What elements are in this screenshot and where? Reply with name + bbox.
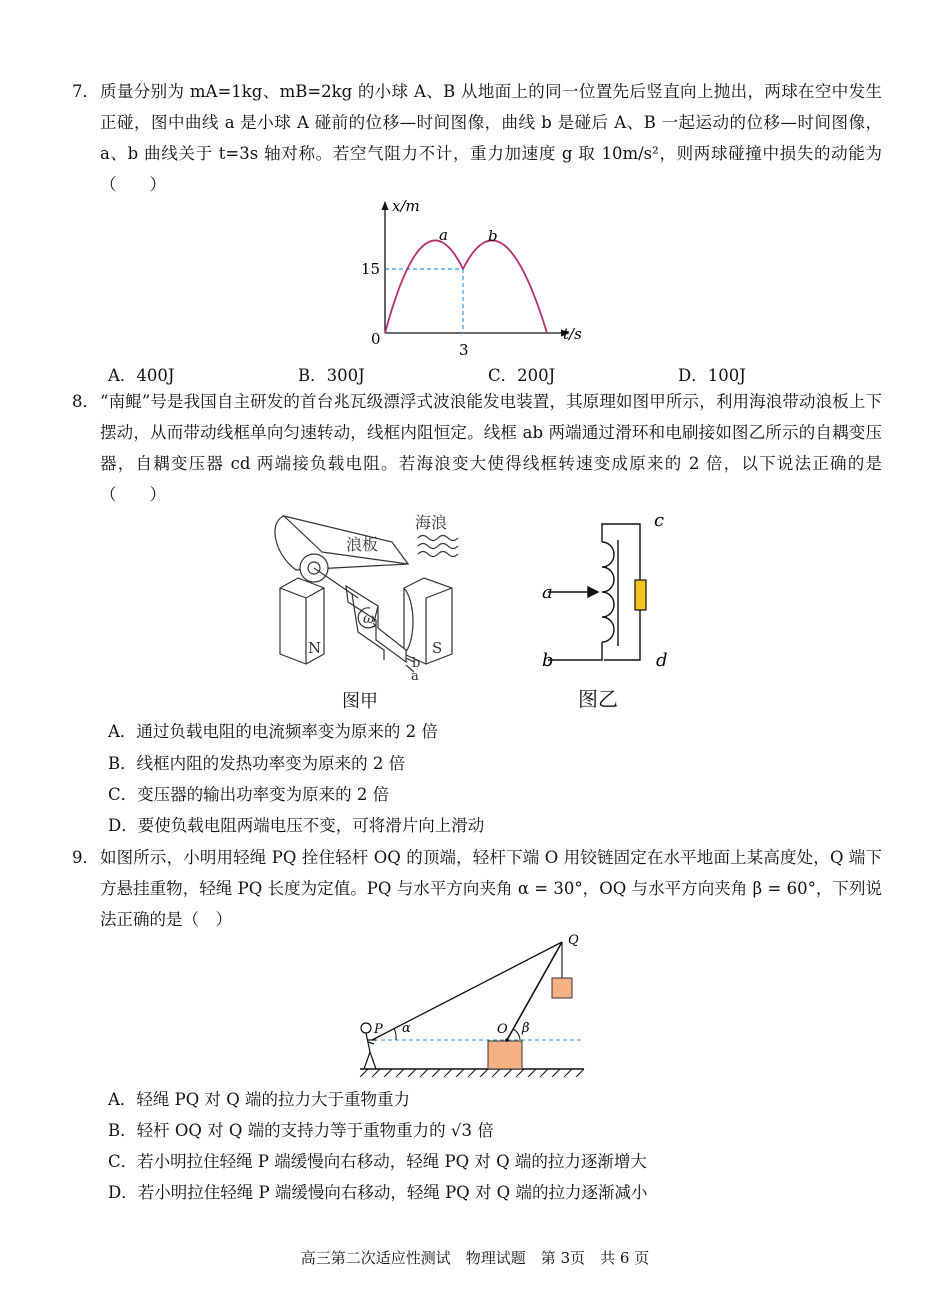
alpha-label: α bbox=[402, 1021, 411, 1036]
q9-option-b: B．轻杆 OQ 对 Q 端的支持力等于重物重力的 √3 倍 bbox=[108, 1121, 494, 1140]
option-b: B．300J bbox=[298, 366, 365, 385]
figure-jia-caption: 图甲 bbox=[342, 691, 378, 712]
option-d: D．100J bbox=[678, 366, 746, 385]
origin-label: 0 bbox=[371, 330, 381, 348]
terminal-d-label: d bbox=[656, 650, 668, 671]
curve-b bbox=[463, 240, 547, 333]
point-o-label: O bbox=[497, 1022, 508, 1037]
n-pole-label: N bbox=[308, 639, 322, 657]
y-axis-label: x/m bbox=[392, 197, 420, 215]
ground-hatch bbox=[360, 1069, 584, 1077]
generator-figure-jia bbox=[266, 510, 480, 686]
terminal-b-label: b bbox=[542, 650, 554, 671]
point-p-label: P bbox=[374, 1022, 383, 1037]
rope-rod-figure bbox=[352, 930, 592, 1080]
y-tick-15: 15 bbox=[361, 260, 381, 278]
wave-line-2 bbox=[418, 544, 458, 549]
q8-option-d: D．要使负载电阻两端电压不变，可将滑片向上滑动 bbox=[108, 816, 485, 835]
question-text: 如图所示，小明用轻绳 PQ 拴住轻杆 OQ 的顶端，轻杆下端 O 用铰链固定在水平地面上某高度处，Q 端下方悬挂重物，轻绳 PQ 长度为定值。PQ 与水平方向夹角 α = 30°，OQ 与水平方向夹角 β = 60°，下列说法正确的是（ ） bbox=[100, 848, 882, 929]
question-text: 质量分别为 mA=1kg、mB=2kg 的小球 A、B 从地面上的同一位置先后竖直向上抛出，两球在空中发生正碰，图中曲线 a 是小球 A 碰前的位移—时间图像，曲线 b 是碰后 A、B 一起运动的位移—时间图像，a、b 曲线关于 t=3s 轴对称。若空气阻力不计，重力加速度 g 取 10m/s²，则两球碰撞中损失的动能为（ ） bbox=[100, 82, 882, 194]
page-footer: 高三第二次适应性测试 物理试题 第 3页 共 6 页 bbox=[300, 1249, 650, 1267]
x-axis-label: t/s bbox=[563, 325, 582, 343]
q8-option-b: B．线框内阻的发热功率变为原来的 2 倍 bbox=[108, 754, 406, 773]
q8-option-a: A．通过负载电阻的电流频率变为原来的 2 倍 bbox=[108, 722, 438, 741]
figure-yi-caption: 图乙 bbox=[578, 687, 618, 711]
question-9 bbox=[72, 842, 882, 935]
displacement-time-graph bbox=[355, 192, 595, 360]
autotransformer-figure-yi bbox=[532, 508, 682, 674]
alpha-arc bbox=[394, 1028, 396, 1040]
curve-a bbox=[385, 240, 463, 333]
curve-b-label: b bbox=[488, 227, 498, 245]
terminal-c-label: c bbox=[654, 510, 665, 531]
terminal-a-label: a bbox=[542, 582, 553, 603]
terminal-b-label: b bbox=[412, 656, 421, 671]
terminal-a-label: a bbox=[411, 669, 419, 684]
support-block bbox=[488, 1041, 522, 1069]
hinge-o bbox=[505, 1038, 509, 1042]
question-8 bbox=[72, 386, 882, 510]
question-text: “南鲲”号是我国自主研发的首台兆瓦级漂浮式波浪能发电装置，其原理如图甲所示，利用海浪带动浪板上下摆动，从而带动线框单向匀速转动，线框内阻恒定。线框 ab 两端通过滑环和电刷接如图乙所示的自耦变压器，自耦变压器 cd 两端接负载电阻。若海浪变大使得线框转速变成原来的 2 倍，以下说法正确的是（ ） bbox=[100, 392, 882, 504]
wire-c-d bbox=[602, 524, 640, 660]
coil-frame bbox=[346, 586, 406, 662]
rope-pq bbox=[372, 942, 562, 1040]
plate-label: 浪板 bbox=[346, 535, 379, 554]
q9-option-c: C．若小明拉住轻绳 P 端缓慢向右移动，轻绳 PQ 对 Q 端的拉力逐渐增大 bbox=[108, 1152, 647, 1171]
s-pole-label: S bbox=[432, 639, 443, 657]
question-number: 8． bbox=[72, 392, 99, 411]
load-resistor bbox=[635, 580, 646, 610]
option-c: C．200J bbox=[488, 366, 556, 385]
question-number: 9． bbox=[72, 848, 99, 867]
option-a: A．400J bbox=[108, 366, 175, 385]
transformer-coil bbox=[602, 542, 614, 642]
wave-label: 海浪 bbox=[415, 513, 448, 532]
omega-label: ω bbox=[363, 611, 375, 627]
q9-option-a: A．轻绳 PQ 对 Q 端的拉力大于重物重力 bbox=[108, 1090, 411, 1109]
wave-line-3 bbox=[418, 552, 458, 557]
x-tick-3: 3 bbox=[459, 341, 469, 359]
question-number: 7． bbox=[72, 82, 99, 101]
curve-a-label: a bbox=[439, 226, 448, 244]
slider-arrow bbox=[588, 587, 598, 597]
wire-b bbox=[548, 642, 602, 660]
beta-label: β bbox=[522, 1021, 530, 1036]
q9-option-d: D．若小明拉住轻绳 P 端缓慢向右移动，轻绳 PQ 对 Q 端的拉力逐渐减小 bbox=[108, 1183, 648, 1202]
point-q-label: Q bbox=[568, 933, 579, 948]
beta-arc bbox=[513, 1029, 520, 1040]
question-7 bbox=[72, 76, 882, 200]
q8-option-c: C．变压器的输出功率变为原来的 2 倍 bbox=[108, 785, 390, 804]
wave-line-1 bbox=[418, 536, 458, 541]
hanging-weight bbox=[552, 978, 572, 998]
